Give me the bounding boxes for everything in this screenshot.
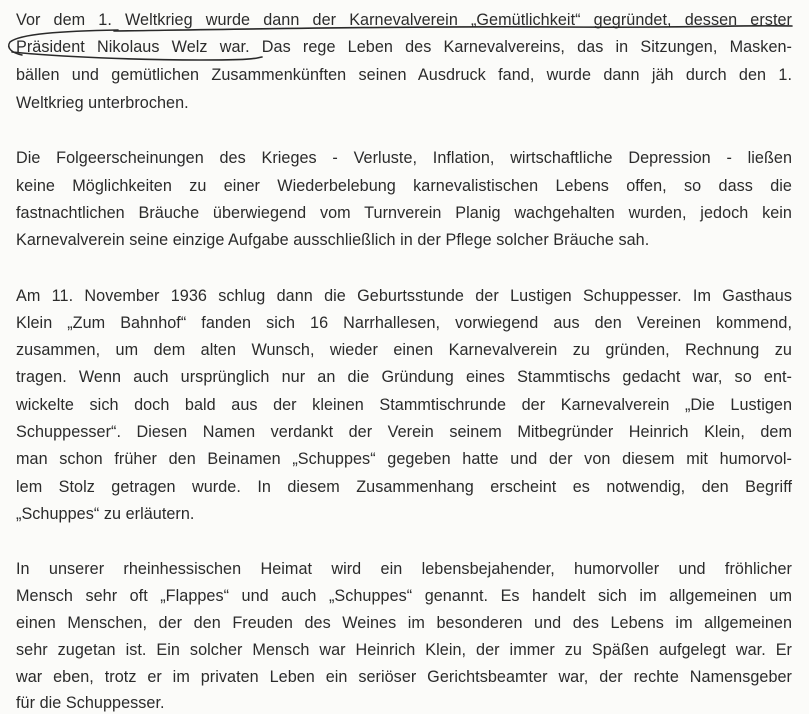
text-line: man schon früher den Beinamen „Schuppes“ gegeben hatte und der von diesem mit humorvol-: [16, 450, 792, 468]
text-line: „Schuppes“ zu erläutern.: [16, 505, 195, 523]
text-line: Die Folgeerscheinungen des Krieges - Verluste, Inflation, wirtschaftliche Depression - ließen: [16, 149, 792, 167]
text-line: wickelte sich doch bald aus der kleinen Stammtischrunde der Karnevalverein „Die Lustigen: [16, 396, 792, 414]
text-line: Mensch sehr oft „Flappes“ und auch „Schuppes“ genannt. Es handelt sich im allgemeinen um: [16, 587, 792, 605]
text-line: Klein „Zum Bahnhof“ fanden sich 16 Narrhallesen, vorwiegend aus den Vereinen kommend,: [16, 314, 792, 332]
text-line: Schuppesser“. Diesen Namen verdankt der Verein seinem Mitbegründer Heinrich Klein, dem: [16, 423, 792, 441]
text-line: Am 11. November 1936 schlug dann die Geburtsstunde der Lustigen Schuppesser. Im Gasthaus: [16, 287, 792, 305]
text-line: bällen und gemütlichen Zusammenkünften seinen Ausdruck fand, wurde dann jäh durch den 1.: [16, 66, 792, 84]
text-line: keine Möglichkeiten zu einer Wiederbelebung karnevalistischen Lebens offen, so dass die: [16, 177, 792, 195]
text-line: In unserer rheinhessischen Heimat wird ein lebensbejahender, humorvoller und fröhlicher: [16, 560, 792, 578]
text-line: Präsident Nikolaus Welz war. Das rege Leben des Karnevalvereins, das in Sitzungen, Masken-: [16, 38, 792, 56]
text-line: fastnachtlichen Bräuche überwiegend vom Turnverein Planig wachgehalten wurden, jedoch kein: [16, 204, 792, 222]
text-line: einen Menschen, der den Freuden des Weines im besonderen und des Lebens im allgemeinen: [16, 614, 792, 632]
text-line: lem Stolz getragen wurde. In diesem Zusammenhang erscheint es notwendig, den Begriff: [16, 478, 792, 496]
text-line: war eben, trotz er im privaten Leben ein seriöser Gerichtsbeamter war, der rechte Namensgeber: [16, 668, 792, 686]
text-line: Vor dem 1. Weltkrieg wurde dann der Karnevalverein „Gemütlichkeit“ gegründet, dessen erster: [16, 11, 792, 29]
text-line: tragen. Wenn auch ursprünglich nur an die Gründung eines Stammtischs gedacht war, so ent-: [16, 368, 792, 386]
text-line: Weltkrieg unterbrochen.: [16, 94, 189, 112]
text-line: sehr zugetan ist. Ein solcher Mensch war Heinrich Klein, der immer zu Späßen aufgelegt war. Er: [16, 641, 792, 659]
text-line: Karnevalverein seine einzige Aufgabe ausschließlich in der Pflege solcher Bräuche sah.: [16, 231, 650, 249]
text-line: für die Schuppesser.: [16, 694, 165, 712]
text-line: zusammen, um dem alten Wunsch, wieder einen Karnevalverein zu gründen, Rechnung zu: [16, 341, 792, 359]
